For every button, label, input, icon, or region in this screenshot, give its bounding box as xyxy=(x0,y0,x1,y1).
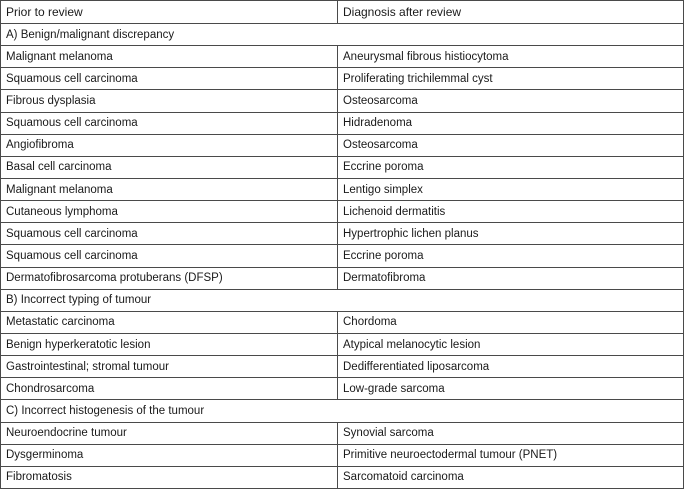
table-row xyxy=(1,356,684,378)
cell-after: Osteosarcoma xyxy=(338,134,684,156)
cell-prior: Cutaneous lymphoma xyxy=(1,201,338,223)
cell-after: Low-grade sarcoma xyxy=(338,378,684,400)
cell-after: Eccrine poroma xyxy=(338,245,684,267)
table-row xyxy=(1,46,684,68)
cell-prior: Malignant melanoma xyxy=(1,178,338,200)
cell-prior: Fibrous dysplasia xyxy=(1,90,338,112)
section-row xyxy=(1,289,684,311)
header-row xyxy=(1,1,684,24)
table-row xyxy=(1,466,684,488)
table-row xyxy=(1,68,684,90)
cell-after: Atypical melanocytic lesion xyxy=(338,333,684,355)
section-title: A) Benign/malignant discrepancy xyxy=(1,24,684,46)
section-title: C) Incorrect histogenesis of the tumour xyxy=(1,400,684,422)
table-row xyxy=(1,311,684,333)
cell-after: Synovial sarcoma xyxy=(338,422,684,444)
cell-prior: Malignant melanoma xyxy=(1,46,338,68)
cell-after: Primitive neuroectodermal tumour (PNET) xyxy=(338,444,684,466)
header-after: Diagnosis after review xyxy=(338,1,684,24)
cell-after: Hidradenoma xyxy=(338,112,684,134)
cell-prior: Squamous cell carcinoma xyxy=(1,245,338,267)
cell-prior: Basal cell carcinoma xyxy=(1,156,338,178)
cell-prior: Neuroendocrine tumour xyxy=(1,422,338,444)
cell-after: Lentigo simplex xyxy=(338,178,684,200)
table-row xyxy=(1,267,684,289)
cell-prior: Chondrosarcoma xyxy=(1,378,338,400)
cell-prior: Dysgerminoma xyxy=(1,444,338,466)
table-row xyxy=(1,333,684,355)
cell-after: Eccrine poroma xyxy=(338,156,684,178)
cell-after: Hypertrophic lichen planus xyxy=(338,223,684,245)
cell-after: Dedifferentiated liposarcoma xyxy=(338,356,684,378)
table-row xyxy=(1,422,684,444)
cell-prior: Metastatic carcinoma xyxy=(1,311,338,333)
cell-prior: Gastrointestinal; stromal tumour xyxy=(1,356,338,378)
section-row xyxy=(1,24,684,46)
cell-prior: Dermatofibrosarcoma protuberans (DFSP) xyxy=(1,267,338,289)
cell-prior: Benign hyperkeratotic lesion xyxy=(1,333,338,355)
cell-prior: Fibromatosis xyxy=(1,466,338,488)
table-row xyxy=(1,178,684,200)
cell-after: Lichenoid dermatitis xyxy=(338,201,684,223)
cell-prior: Angiofibroma xyxy=(1,134,338,156)
cell-prior: Squamous cell carcinoma xyxy=(1,112,338,134)
table-row xyxy=(1,201,684,223)
table-row xyxy=(1,444,684,466)
table-row xyxy=(1,378,684,400)
cell-after: Chordoma xyxy=(338,311,684,333)
section-title: B) Incorrect typing of tumour xyxy=(1,289,684,311)
table-row xyxy=(1,134,684,156)
cell-prior: Squamous cell carcinoma xyxy=(1,223,338,245)
table-row xyxy=(1,90,684,112)
cell-after: Proliferating trichilemmal cyst xyxy=(338,68,684,90)
cell-after: Aneurysmal fibrous histiocytoma xyxy=(338,46,684,68)
header-prior: Prior to review xyxy=(1,1,338,24)
table-row xyxy=(1,223,684,245)
cell-after: Dermatofibroma xyxy=(338,267,684,289)
cell-after: Osteosarcoma xyxy=(338,90,684,112)
table-row xyxy=(1,112,684,134)
section-row xyxy=(1,400,684,422)
cell-prior: Squamous cell carcinoma xyxy=(1,68,338,90)
cell-after: Sarcomatoid carcinoma xyxy=(338,466,684,488)
table-row xyxy=(1,245,684,267)
table-row xyxy=(1,156,684,178)
